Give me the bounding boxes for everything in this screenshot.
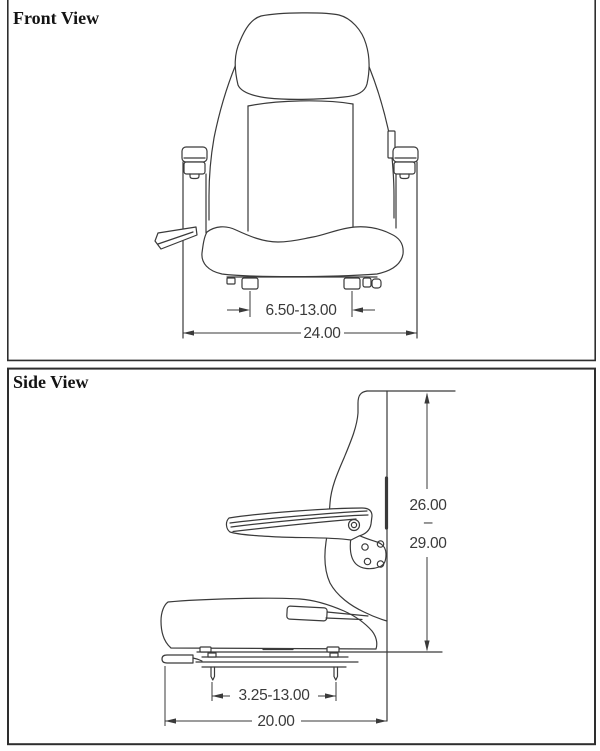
armrest-left-notch (190, 174, 199, 179)
rail-bolt-head-right (330, 653, 338, 657)
side-view-title: Side View (13, 372, 89, 392)
dim-height-min-label: 26.00 (409, 497, 447, 514)
slide-handle-link (193, 658, 202, 661)
dim-height-separator: – (423, 514, 433, 531)
armrest-left-pad (182, 147, 207, 162)
backrest-panel-top-line (248, 101, 353, 106)
armrest-right-pad (393, 147, 418, 162)
mount-foot-left (242, 278, 258, 289)
backrest-side-outline (325, 391, 387, 621)
mount-foot-right (344, 278, 360, 289)
rail-bolt-head-left (208, 653, 216, 657)
dim-overall-width-label: 24.00 (303, 325, 341, 342)
slide-handle (162, 655, 193, 663)
cushion-lever (287, 606, 328, 621)
arrowhead (424, 393, 429, 404)
armrest-right-notch (400, 174, 409, 179)
arrowhead (165, 718, 176, 723)
seat-front-view (155, 13, 418, 338)
arrowhead (376, 718, 387, 723)
mount-tab-left (227, 278, 235, 284)
backrest-left-outline (209, 57, 239, 220)
arrowhead (183, 330, 194, 335)
rail-clamp-right (327, 647, 339, 652)
rail-lines (196, 657, 358, 667)
arrowhead (212, 693, 223, 698)
dim-height-max-label: 29.00 (409, 535, 447, 552)
dim-foot-spacing-label: 6.50-13.00 (265, 302, 337, 319)
dim-overall-width (183, 325, 417, 342)
front-view-title: Front View (13, 8, 100, 28)
mount-stud-left (211, 667, 215, 680)
dim-foot-spacing (227, 291, 375, 319)
side-view-panel (161, 391, 455, 730)
mount-tab-right-1 (363, 278, 371, 287)
armrest-right-bracket (394, 162, 415, 174)
rail-clamp-left (200, 647, 211, 652)
arrowhead (239, 307, 250, 312)
front-view-panel (155, 13, 418, 342)
headrest (235, 13, 369, 100)
seat-cushion-front (202, 227, 403, 277)
arrowhead (325, 693, 336, 698)
arrowhead (352, 307, 363, 312)
dim-bolt-spacing-label: 3.25-13.00 (238, 687, 310, 704)
armrest-left-bracket (184, 162, 205, 174)
dim-overall-length-label: 20.00 (257, 713, 295, 730)
seat-side-view (161, 391, 455, 721)
arrowhead (406, 330, 417, 335)
dim-bolt-spacing (212, 682, 336, 704)
mount-stud-right (334, 667, 338, 680)
dim-height-range (409, 393, 447, 652)
seat-cushion-side (161, 598, 377, 649)
arrowhead (424, 641, 429, 652)
mount-tab-right-2 (372, 279, 381, 288)
